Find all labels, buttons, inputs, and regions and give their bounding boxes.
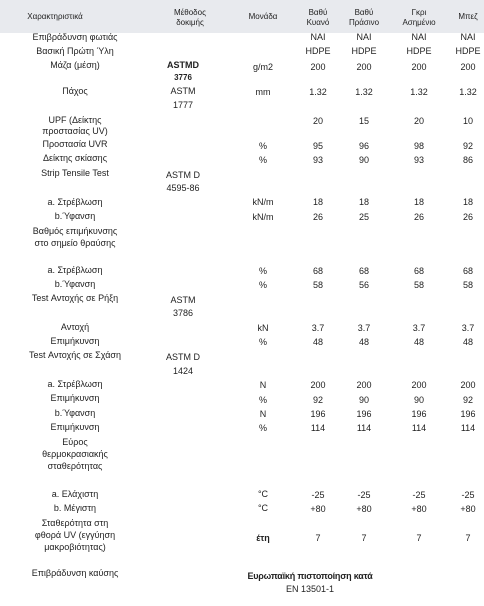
- certification-text: Ευρωπαϊκή πιστοποίηση κατά: [247, 571, 373, 581]
- header-unit: Μονάδα: [248, 12, 278, 21]
- value-col2: HDPE: [351, 46, 377, 56]
- method-mass-2: 3776: [174, 73, 192, 82]
- unit-thermal-min: °C: [257, 489, 269, 499]
- unit-elong-weft: %: [258, 280, 267, 290]
- header-characteristics: Χαρακτηριστικά: [27, 12, 83, 21]
- unit-rip-weft: N: [259, 409, 267, 419]
- unit-rip-weft-elongation: %: [258, 423, 267, 433]
- value-col3: 98: [413, 141, 424, 151]
- unit-strip-warp: kN/m: [252, 197, 274, 207]
- value-col2: 196: [356, 409, 372, 419]
- unit-shade: %: [258, 155, 267, 165]
- header-col2: Βαθύ: [354, 8, 374, 17]
- label-rip-test: Test Αντοχής σε Σχάση: [29, 350, 121, 360]
- value-col3: 48: [413, 337, 424, 347]
- label-rip-weft-elongation: Επιμήκυνση: [50, 422, 100, 432]
- unit-tear-strength: kN: [257, 323, 269, 333]
- value-col2: 1.32: [355, 87, 373, 97]
- method-rip: ASTM D: [165, 352, 200, 362]
- value-col1: 92: [312, 395, 323, 405]
- value-col2: 90: [358, 395, 369, 405]
- label-shade: Δείκτης σκίασης: [42, 153, 108, 163]
- label-upf-2: προστασίας UV): [42, 126, 108, 136]
- label-rip-weft: b.Ύφανση: [54, 408, 96, 418]
- label-tear-test: Test Αντοχής σε Ρήξη: [31, 293, 119, 303]
- unit-uv-stability: έτη: [256, 533, 270, 543]
- value-col1: 18: [312, 197, 323, 207]
- header-method: Μέθοδος: [174, 8, 206, 17]
- label-strip-weft: b.Ύφανση: [54, 211, 96, 221]
- unit-rip-warp-elongation: %: [258, 395, 267, 405]
- method-mass: ASTMD: [167, 60, 199, 70]
- value-col2: 56: [358, 280, 369, 290]
- value-col3: 1.32: [410, 87, 428, 97]
- value-col3: 68: [413, 266, 424, 276]
- certification-standard: EN 13501-1: [285, 584, 335, 594]
- value-col4: 18: [462, 197, 473, 207]
- unit-thermal-max: °C: [257, 503, 269, 513]
- value-col3: 90: [413, 395, 424, 405]
- method-strip-2: 4595-86: [166, 183, 200, 193]
- label-raw-material: Βασική Πρώτη Ύλη: [36, 46, 114, 56]
- value-col3: 114: [411, 423, 427, 433]
- value-col3: 20: [413, 116, 424, 126]
- header-col4: Μπεζ: [458, 12, 478, 21]
- header-col1: Βαθύ: [308, 8, 328, 17]
- value-col2: 25: [358, 212, 369, 222]
- label-thermal-3: σταθερότητας: [47, 461, 103, 471]
- label-mass: Μάζα (μέση): [50, 60, 100, 70]
- unit-uvr: %: [258, 141, 267, 151]
- method-tear-2: 3786: [172, 308, 194, 318]
- value-col3: +80: [411, 504, 427, 514]
- value-col1: 48: [312, 337, 323, 347]
- value-col3: 7: [416, 533, 422, 543]
- unit-elong-warp: %: [258, 266, 267, 276]
- label-thickness: Πάχος: [62, 86, 88, 96]
- value-col4: 3.7: [461, 323, 475, 333]
- method-thickness: ASTM: [170, 86, 196, 96]
- label-rip-warp: a. Στρέβλωση: [47, 379, 103, 389]
- method-tear: ASTM: [170, 295, 196, 305]
- label-uv-stability-3: μακροβιότητας): [44, 542, 106, 552]
- label-thermal-max: b. Μέγιστη: [53, 503, 97, 513]
- unit-strip-weft: kN/m: [252, 212, 274, 222]
- value-col3: ΝΑΙ: [411, 32, 427, 42]
- value-col1: HDPE: [305, 46, 331, 56]
- value-col4: +80: [460, 504, 476, 514]
- label-elongation-2: στο σημείο θραύσης: [34, 238, 116, 248]
- value-col1: 26: [312, 212, 323, 222]
- value-col2: 15: [358, 116, 369, 126]
- value-col1: 7: [315, 533, 321, 543]
- label-thermal: Εύρος: [62, 437, 88, 447]
- value-col1: 196: [310, 409, 326, 419]
- value-col4: 1.32: [459, 87, 477, 97]
- value-col3: -25: [412, 490, 426, 500]
- header-col1-2: Κυανό: [306, 18, 330, 27]
- label-fire-retardant: Επιβράδυνση φωτιάς: [32, 32, 118, 42]
- value-col4: 200: [460, 62, 476, 72]
- value-col1: 114: [310, 423, 326, 433]
- value-col1: ΝΑΙ: [310, 32, 326, 42]
- value-col3: 18: [413, 197, 424, 207]
- value-col2: 90: [358, 155, 369, 165]
- value-col2: 3.7: [357, 323, 371, 333]
- label-uv-stability-2: φθορά UV (εγγύηση: [34, 530, 116, 540]
- label-elong-warp: a. Στρέβλωση: [47, 265, 103, 275]
- value-col4: 114: [460, 423, 476, 433]
- label-uv-stability: Σταθερότητα στη: [41, 518, 109, 528]
- method-rip-2: 1424: [172, 366, 194, 376]
- value-col4: 92: [462, 395, 473, 405]
- value-col2: 96: [358, 141, 369, 151]
- value-col3: 200: [411, 380, 427, 390]
- unit-rip-warp: N: [259, 380, 267, 390]
- value-col4: 10: [462, 116, 473, 126]
- value-col2: 48: [358, 337, 369, 347]
- value-col4: 48: [462, 337, 473, 347]
- value-col2: 114: [356, 423, 372, 433]
- label-strip-warp: a. Στρέβλωση: [47, 197, 103, 207]
- label-thermal-2: θερμοκρασιακής: [42, 449, 108, 459]
- label-rip-warp-elongation: Επιμήκυνση: [50, 393, 100, 403]
- unit-tear-elongation: %: [258, 337, 267, 347]
- value-col4: 196: [460, 409, 476, 419]
- value-col1: -25: [311, 490, 325, 500]
- value-col2: 200: [356, 62, 372, 72]
- value-col4: ΝΑΙ: [460, 32, 476, 42]
- value-col3: 3.7: [412, 323, 426, 333]
- value-col2: -25: [357, 490, 371, 500]
- value-col1: 1.32: [309, 87, 327, 97]
- value-col2: ΝΑΙ: [356, 32, 372, 42]
- header-col2-2: Πράσινο: [348, 18, 380, 27]
- value-col4: 68: [462, 266, 473, 276]
- value-col2: 68: [358, 266, 369, 276]
- value-col3: 93: [413, 155, 424, 165]
- value-col3: 58: [413, 280, 424, 290]
- unit-thickness: mm: [255, 87, 271, 97]
- value-col4: 7: [465, 533, 471, 543]
- value-col2: 18: [358, 197, 369, 207]
- value-col1: 95: [312, 141, 323, 151]
- header-col3-2: Ασημένιο: [402, 18, 436, 27]
- value-col4: 86: [462, 155, 473, 165]
- value-col1: 200: [310, 380, 326, 390]
- value-col2: 7: [361, 533, 367, 543]
- value-col4: 58: [462, 280, 473, 290]
- label-upf: UPF (Δείκτης: [48, 115, 102, 125]
- value-col2: 200: [356, 380, 372, 390]
- unit-mass: g/m2: [252, 62, 273, 72]
- label-strip-tensile: Strip Tensile Test: [41, 168, 109, 178]
- label-uvr: Προστασία UVR: [42, 139, 108, 149]
- value-col3: 26: [413, 212, 424, 222]
- value-col1: 93: [312, 155, 323, 165]
- value-col1: 58: [312, 280, 323, 290]
- value-col4: 200: [460, 380, 476, 390]
- label-tear-elongation: Επιμήκυνση: [50, 336, 100, 346]
- method-thickness-2: 1777: [172, 100, 194, 110]
- value-col4: 26: [462, 212, 473, 222]
- label-thermal-min: a. Ελάχιστη: [51, 489, 99, 499]
- value-col1: 200: [310, 62, 326, 72]
- label-tear-strength: Αντοχή: [60, 322, 90, 332]
- header-col3: Γκρι: [411, 8, 427, 17]
- value-col1: 68: [312, 266, 323, 276]
- value-col1: +80: [310, 504, 326, 514]
- label-combustion: Επιβράδυνση καύσης: [31, 568, 119, 578]
- value-col4: 92: [462, 141, 473, 151]
- value-col1: 3.7: [311, 323, 325, 333]
- label-elong-weft: b.Ύφανση: [54, 279, 96, 289]
- header-method-2: δοκιμής: [176, 18, 204, 27]
- value-col4: -25: [461, 490, 475, 500]
- value-col1: 20: [312, 116, 323, 126]
- value-col3: 196: [411, 409, 427, 419]
- value-col3: 200: [411, 62, 427, 72]
- value-col2: +80: [356, 504, 372, 514]
- method-strip: ASTM D: [165, 170, 200, 180]
- value-col4: HDPE: [455, 46, 481, 56]
- label-elongation: Βαθμός επιμήκυνσης: [32, 226, 118, 236]
- value-col3: HDPE: [406, 46, 432, 56]
